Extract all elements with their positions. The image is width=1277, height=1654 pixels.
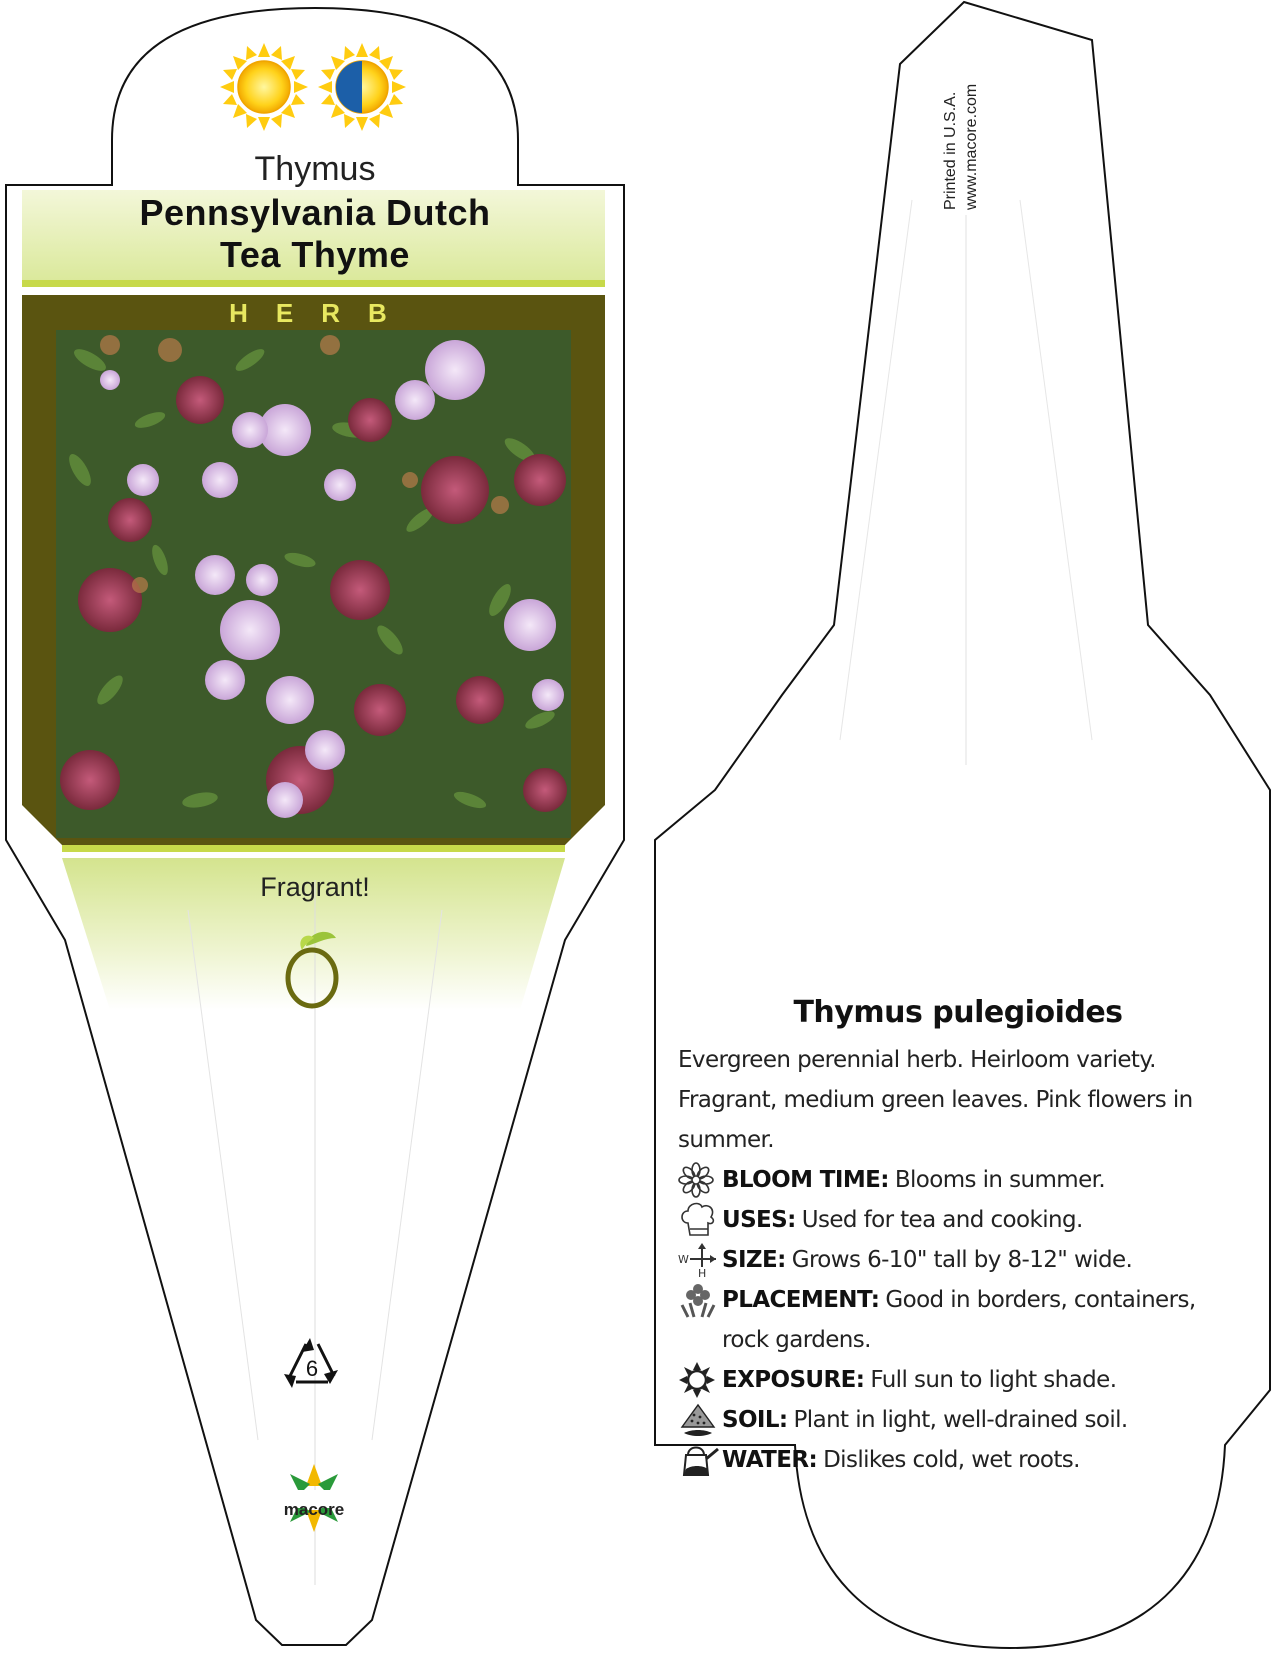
printed-in: Printed in U.S.A. (942, 91, 959, 210)
brand-name: macore (283, 1500, 345, 1519)
printed-info (940, 84, 982, 210)
attr-uses (678, 1200, 1238, 1240)
genus-name: Thymus (254, 150, 376, 188)
plant-photo (56, 330, 571, 838)
soil-value: Plant in light, well-drained soil. (793, 1407, 1128, 1433)
uses-label: USES: (722, 1207, 796, 1233)
part-shade-icon (318, 43, 406, 131)
sun-icon (678, 1360, 722, 1400)
size-value: Grows 6-10" tall by 8-12" wide. (791, 1247, 1133, 1273)
back-content (678, 995, 1238, 1480)
website: www.macore.com (963, 83, 980, 210)
bloom-time-value: Blooms in summer. (894, 1167, 1106, 1193)
description: Evergreen perennial herb. Heirloom variety. Fragrant, medium green leaves. Pink flowers in summer. (678, 1047, 1193, 1153)
watering-can-icon (678, 1440, 722, 1480)
uses-value: Used for tea and cooking. (801, 1207, 1083, 1233)
exposure-label: EXPOSURE: (722, 1367, 865, 1393)
attr-exposure (678, 1360, 1238, 1400)
attr-bloom-time (678, 1160, 1238, 1200)
soil-icon (678, 1400, 722, 1440)
recycle-code: 6 (305, 1356, 319, 1381)
tagline: Fragrant! (260, 872, 370, 902)
common-name-line1: Pennsylvania Dutch (139, 192, 491, 233)
soil-label: SOIL: (722, 1407, 788, 1433)
svg-text:H: H (698, 1267, 706, 1279)
placement-value: Good in borders, containers, rock gardens. (722, 1287, 1196, 1353)
water-value: Dislikes cold, wet roots. (823, 1447, 1080, 1473)
size-label: SIZE: (722, 1247, 786, 1273)
common-name (0, 192, 630, 276)
exposure-value: Full sun to light shade. (870, 1367, 1117, 1393)
category-label: HERB (229, 298, 415, 328)
full-sun-icon (220, 43, 308, 131)
common-name-line2: Tea Thyme (220, 234, 410, 275)
svg-text:W: W (678, 1253, 689, 1266)
placement-icon (678, 1280, 722, 1320)
attr-size (678, 1240, 1238, 1280)
bloom-time-label: BLOOM TIME: (722, 1167, 889, 1193)
flower-icon (678, 1160, 722, 1200)
size-icon (678, 1240, 722, 1280)
placement-label: PLACEMENT: (722, 1287, 880, 1313)
attr-soil (678, 1400, 1238, 1440)
attr-water (678, 1440, 1238, 1480)
water-label: WATER: (722, 1447, 818, 1473)
attr-placement (678, 1280, 1238, 1360)
chef-hat-icon (678, 1200, 722, 1240)
botanical-name: Thymus pulegioides (793, 995, 1123, 1030)
